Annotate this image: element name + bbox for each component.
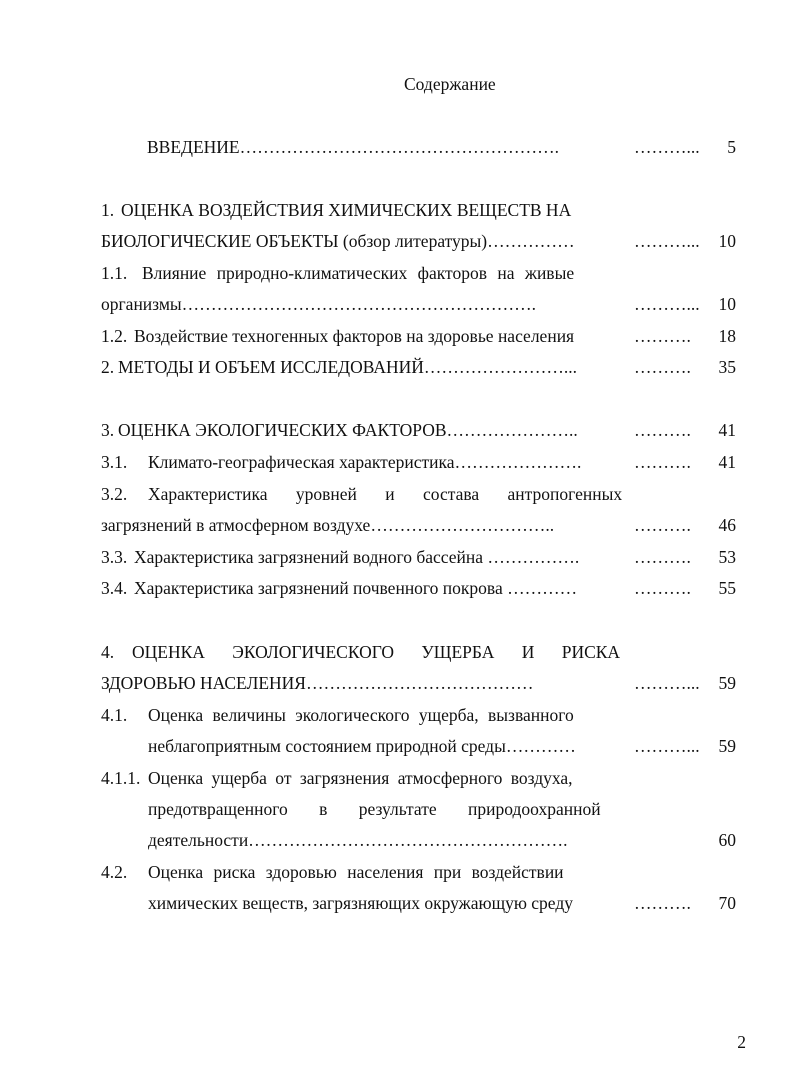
entry-dots: ……….: [634, 578, 691, 598]
entry-number: 1.1.: [101, 263, 128, 283]
entry-number: 3.2.: [101, 484, 128, 504]
entry-dots: ………...: [634, 231, 700, 251]
entry-page: 10: [718, 231, 736, 251]
toc-page: Содержание ВВЕДЕНИЕ………………………………………………. ………... 5 1. ОЦЕНКА ВОЗДЕЙСТВИЯ ХИМИЧЕСКИХ ВЕЩЕСТВ НА БИОЛОГИЧЕСКИЕ ОБЪЕКТЫ (обзор литературы)…………… ………... 10 1.1. Влияние природно-климатических факторов на живые организмы……………………………………………………. ………... 10 1.2. Воздействие техногенных факторов на здоровье населения ………. 18 2. МЕТОДЫ И ОБЪЕМ ИССЛЕДОВАНИЙ……………………... ………. 35 3. ОЦЕНКА ЭКОЛОГИЧЕСКИХ ФАКТОРОВ………………….. ………. 41 3.1. Климато-географическая характеристика…………………. ………. 41 3.2. Характеристика уровней и состава антропогенных загрязнений в атмосферном воздухе………………………….. ………. 46 3.3. Характеристика загрязнений водного бассейна ……………. ………. 53 3.4. Характеристика загрязнений почвенного покрова ………… ………. 55 4. ОЦЕНКА ЭКОЛОГИЧЕСКОГО УЩЕРБА И РИСКА ЗДОРОВЬЮ НАСЕЛЕНИЯ………………………………… ………... 59 4.1. Оценка величины экологического ущерба, вызванного неблагоприятным состоянием природной среды………… ………... 59 4.1.1. Оценка ущерба от загрязнения атмосферного воздуха, предотвращенного в результате природоохранной деятельности………………………………………………. 60 4.2. Оценка риска здоровью населения при воздействии химических веществ, загрязняющих окружающую среду ………. 70 2: [101, 74, 746, 1052]
entry-text: Воздействие техногенных факторов на здоровье населения: [134, 326, 575, 346]
entry-page: 59: [718, 736, 736, 756]
entry-text: ОЦЕНКА ЭКОЛОГИЧЕСКИХ ФАКТОРОВ…………………..: [118, 420, 578, 440]
entry-text-line1: Оценка величины экологического ущерба, вызванного: [148, 705, 574, 725]
entry-number: 4.1.: [101, 705, 128, 725]
entry-number: 1.2.: [101, 326, 128, 346]
entry-text: Характеристика загрязнений почвенного покрова …………: [134, 578, 578, 598]
entry-page: 60: [718, 830, 736, 850]
entry-number: 4.1.1.: [101, 768, 141, 788]
entry-text-line2: ЗДОРОВЬЮ НАСЕЛЕНИЯ…………………………………: [101, 673, 534, 693]
entry-page: 53: [718, 547, 736, 567]
entry-dots: ……….: [634, 893, 691, 913]
page-number: 2: [737, 1032, 746, 1052]
entry-dots: ………...: [634, 736, 700, 756]
entry-text-line1: Оценка ущерба от загрязнения атмосферного воздуха,: [148, 768, 573, 788]
entry-page: 18: [718, 326, 736, 346]
entry-dots: ………...: [634, 673, 700, 693]
entry-page: 5: [727, 137, 736, 157]
entry-number: 1.: [101, 200, 115, 220]
entry-text: Характеристика загрязнений водного бассейна …………….: [134, 547, 580, 567]
entry-text-line2: неблагоприятным состоянием природной среды…………: [148, 736, 576, 756]
entry-number: 3.4.: [101, 578, 128, 598]
entry-page: 41: [718, 420, 736, 440]
entry-text-line2: загрязнений в атмосферном воздухе…………………………..: [101, 515, 555, 535]
entry-page: 59: [718, 673, 736, 693]
entry-number: 4.: [101, 642, 115, 662]
entry-text: МЕТОДЫ И ОБЪЕМ ИССЛЕДОВАНИЙ……………………...: [118, 357, 577, 377]
entry-dots: ……….: [634, 357, 691, 377]
entry-number: 2.: [101, 357, 115, 377]
entry-text: ВВЕДЕНИЕ……………………………………………….: [147, 137, 560, 157]
entry-number: 3.: [101, 420, 115, 440]
entry-number: 3.3.: [101, 547, 128, 567]
entry-text-line2: предотвращенного в результате природоохранной: [148, 799, 601, 819]
entry-page: 10: [718, 294, 736, 314]
entry-dots: ……….: [634, 452, 691, 472]
entry-text-line1: Влияние природно-климатических факторов на живые: [142, 263, 575, 283]
entry-dots: ……….: [634, 547, 691, 567]
entry-dots: ……….: [634, 515, 691, 535]
entry-page: 35: [718, 357, 736, 377]
entry-dots: ………...: [634, 137, 700, 157]
entry-dots: ……….: [634, 420, 691, 440]
entry-number: 3.1.: [101, 452, 128, 472]
entry-text-line1: Оценка риска здоровью населения при воздействии: [148, 862, 564, 882]
entry-text-line2: химических веществ, загрязняющих окружающую среду: [148, 893, 573, 913]
entry-page: 46: [718, 515, 736, 535]
entry-text-line1: ОЦЕНКА ЭКОЛОГИЧЕСКОГО УЩЕРБА И РИСКА: [132, 642, 621, 662]
entry-text-line1: Характеристика уровней и состава антропогенных: [148, 484, 623, 504]
entry-page: 70: [718, 893, 736, 913]
entry-page: 41: [718, 452, 736, 472]
entry-page: 55: [718, 578, 736, 598]
entry-text-line1: ОЦЕНКА ВОЗДЕЙСТВИЯ ХИМИЧЕСКИХ ВЕЩЕСТВ НА: [121, 200, 572, 220]
entry-text: Климато-географическая характеристика………………….: [148, 452, 582, 472]
entry-number: 4.2.: [101, 862, 128, 882]
entry-text-line2: БИОЛОГИЧЕСКИЕ ОБЪЕКТЫ (обзор литературы)……………: [101, 231, 575, 251]
entry-dots: ………...: [634, 294, 700, 314]
entry-text-line3: деятельности……………………………………………….: [148, 830, 568, 850]
entry-text-line2: организмы…………………………………………………….: [101, 294, 537, 314]
entry-dots: ……….: [634, 326, 691, 346]
